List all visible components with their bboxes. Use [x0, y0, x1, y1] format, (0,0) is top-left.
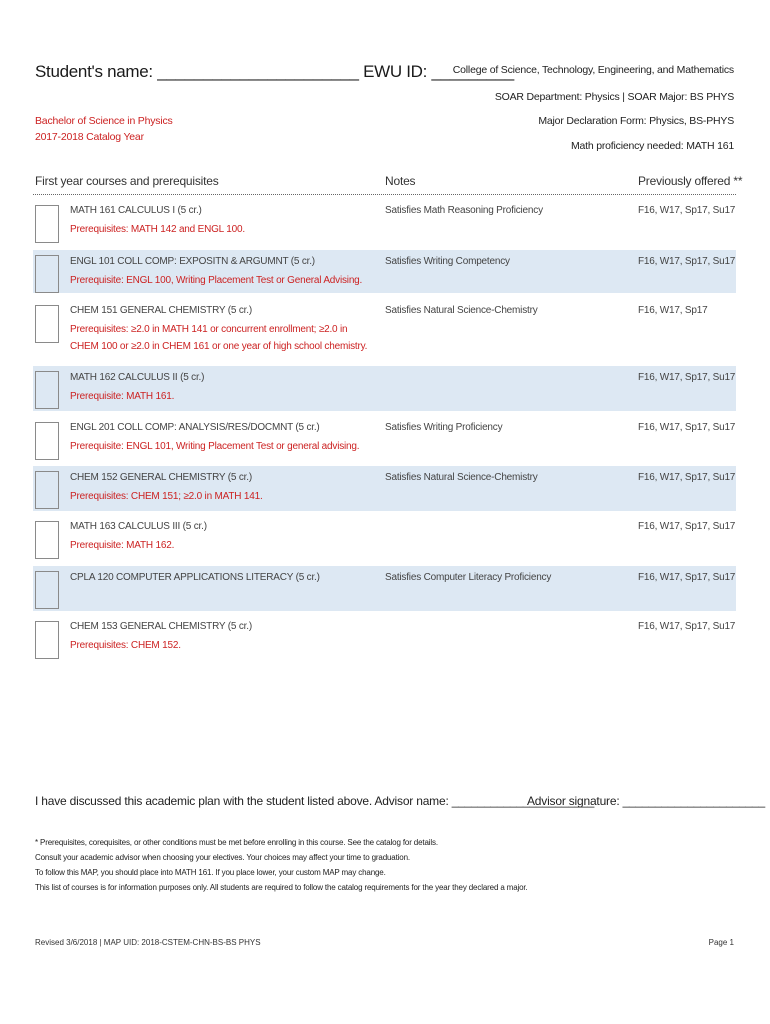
course-note: Satisfies Natural Science-Chemistry — [385, 472, 538, 483]
course-title: CHEM 153 GENERAL CHEMISTRY (5 cr.) — [70, 621, 252, 632]
course-title: ENGL 101 COLL COMP: EXPOSITN & ARGUMNT (5 cr.) — [70, 256, 315, 267]
course-offered: F16, W17, Sp17, Su17 — [638, 521, 736, 532]
student-name-id-line: Student's name: ______________________ EWU ID: _________ — [35, 62, 514, 81]
course-prerequisites: Prerequisite: MATH 162. — [70, 540, 175, 551]
courses-column-header: First year courses and prerequisites — [35, 174, 219, 188]
footnote: This list of courses is for information purposes only. All students are required to follow the catalog requirements for the year they declared a major. — [35, 883, 528, 892]
course-checkbox[interactable] — [35, 255, 59, 293]
course-row — [33, 198, 736, 248]
catalog-year: 2017-2018 Catalog Year — [35, 131, 144, 143]
course-title: CHEM 152 GENERAL CHEMISTRY (5 cr.) — [70, 472, 252, 483]
college-name: College of Science, Technology, Engineering, and Mathematics — [452, 64, 734, 76]
course-note: Satisfies Math Reasoning Proficiency — [385, 205, 543, 216]
course-prerequisites: Prerequisites: ≥2.0 in MATH 141 or concurrent enrollment; ≥2.0 in CHEM 100 or ≥2.0 in CHEM 161 or one year of high school chemistry. — [70, 324, 368, 352]
course-prerequisites: Prerequisite: ENGL 100, Writing Placement Test or General Advising. — [70, 275, 363, 286]
course-prerequisites: Prerequisites: CHEM 151; ≥2.0 in MATH 141. — [70, 491, 263, 502]
course-offered: F16, W17, Sp17, Su17 — [638, 372, 736, 383]
degree-title: Bachelor of Science in Physics — [35, 115, 173, 127]
course-checkbox[interactable] — [35, 371, 59, 409]
course-row — [33, 415, 736, 463]
course-row — [33, 614, 736, 664]
revision-info: Revised 3/6/2018 | MAP UID: 2018-CSTEM-CHN-BS-BS PHYS — [35, 938, 261, 947]
advisor-signature-line: Advisor signature: ______________________ — [527, 794, 766, 808]
course-offered: F16, W17, Sp17 — [638, 305, 708, 316]
footnote: Consult your academic advisor when choosing your electives. Your choices may affect your time to graduation. — [35, 853, 410, 862]
course-row — [33, 366, 736, 411]
course-title: MATH 162 CALCULUS II (5 cr.) — [70, 372, 205, 383]
course-offered: F16, W17, Sp17, Su17 — [638, 205, 736, 216]
page-number: Page 1 — [708, 938, 734, 947]
course-row — [33, 566, 736, 611]
course-offered: F16, W17, Sp17, Su17 — [638, 572, 736, 583]
offered-column-header: Previously offered ** — [638, 174, 743, 188]
course-checkbox[interactable] — [35, 571, 59, 609]
course-note: Satisfies Computer Literacy Proficiency — [385, 572, 552, 583]
course-title: MATH 163 CALCULUS III (5 cr.) — [70, 521, 207, 532]
notes-column-header: Notes — [385, 174, 416, 188]
course-checkbox[interactable] — [35, 305, 59, 343]
course-row — [33, 466, 736, 511]
course-title: ENGL 201 COLL COMP: ANALYSIS/RES/DOCMNT (5 cr.) — [70, 422, 320, 433]
course-prerequisites: Prerequisite: ENGL 101, Writing Placement Test or general advising. — [70, 441, 360, 452]
course-title: CHEM 151 GENERAL CHEMISTRY (5 cr.) — [70, 305, 252, 316]
course-note: Satisfies Writing Competency — [385, 256, 510, 267]
course-checkbox[interactable] — [35, 471, 59, 509]
course-prerequisites: Prerequisites: MATH 142 and ENGL 100. — [70, 224, 245, 235]
course-row — [33, 298, 736, 360]
course-checkbox[interactable] — [35, 422, 59, 460]
course-prerequisites: Prerequisites: CHEM 152. — [70, 640, 181, 651]
math-proficiency: Math proficiency needed: MATH 161 — [570, 140, 734, 152]
footnote: * Prerequisites, corequisites, or other conditions must be met before enrolling in this course. See the catalog for details. — [35, 838, 438, 847]
course-checkbox[interactable] — [35, 521, 59, 559]
course-title: MATH 161 CALCULUS I (5 cr.) — [70, 205, 202, 216]
course-prerequisites: Prerequisite: MATH 161. — [70, 391, 175, 402]
course-title: CPLA 120 COMPUTER APPLICATIONS LITERACY (5 cr.) — [70, 572, 320, 583]
soar-info: SOAR Department: Physics | SOAR Major: BS PHYS — [494, 91, 734, 103]
major-declaration: Major Declaration Form: Physics, BS-PHYS — [538, 115, 734, 127]
course-offered: F16, W17, Sp17, Su17 — [638, 256, 736, 267]
course-row — [33, 514, 736, 562]
header-divider — [33, 194, 736, 195]
course-offered: F16, W17, Sp17, Su17 — [638, 472, 736, 483]
course-checkbox[interactable] — [35, 205, 59, 243]
course-note: Satisfies Writing Proficiency — [385, 422, 503, 433]
course-offered: F16, W17, Sp17, Su17 — [638, 621, 736, 632]
course-row — [33, 250, 736, 293]
footnote: To follow this MAP, you should place into MATH 161. If you place lower, your custom MAP may change. — [35, 868, 386, 877]
course-checkbox[interactable] — [35, 621, 59, 659]
course-note: Satisfies Natural Science-Chemistry — [385, 305, 538, 316]
advisor-name-line: I have discussed this academic plan with the student listed above. Advisor name: ______________________ — [35, 794, 595, 808]
course-offered: F16, W17, Sp17, Su17 — [638, 422, 736, 433]
